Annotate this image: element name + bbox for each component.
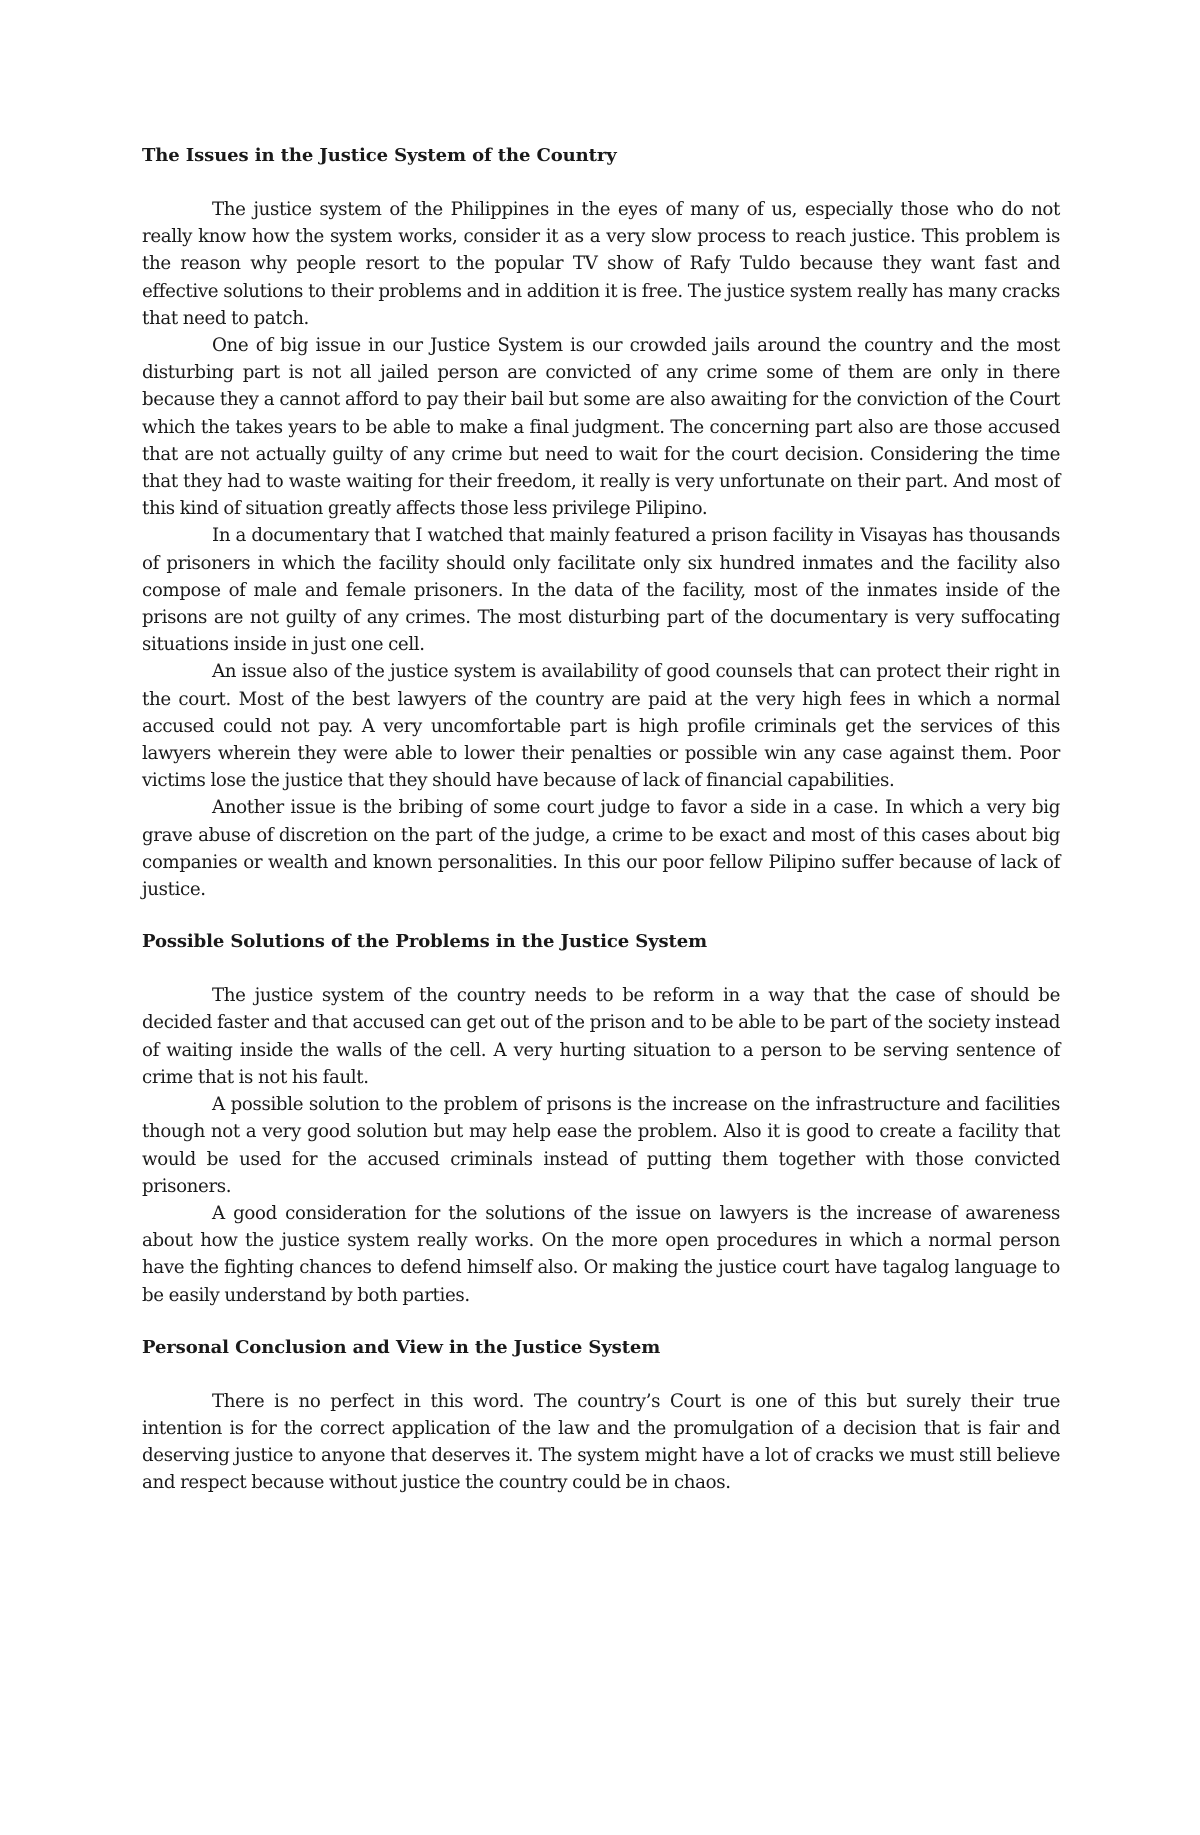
paragraph: In a documentary that I watched that mainly featured a prison facility in Visayas has thousands of prisoners in which the facility should only facilitate only six hundred inmates and the facility also compose of male and female prisoners. In the data of the facility, most of the inmates inside of the prisons are not guilty of any crimes. The most disturbing part of the documentary is very suffocating situations inside in just one cell. (142, 525, 1060, 656)
section-issues (142, 143, 1060, 903)
document-body (142, 143, 1060, 1523)
section-heading: Possible Solutions of the Problems in the Justice System (142, 931, 708, 953)
paragraph: A good consideration for the solutions of the issue on lawyers is the increase of awareness about how the justice system really works. On the more open procedures in which a normal person have the fighting chances to defend himself also. Or making the justice court have tagalog language to be easily understand by both parties. (142, 1202, 1060, 1306)
paragraph: The justice system of the Philippines in the eyes of many of us, especially those who do not really know how the system works, consider it as a very slow process to reach justice. This problem is the reason why people resort to the popular TV show of Rafy Tuldo because they want fast and effective solutions to their problems and in addition it is free. The justice system really has many cracks that need to patch. (142, 199, 1060, 329)
paragraph: The justice system of the country needs to be reform in a way that the case of should be decided faster and that accused can get out of the prison and to be able to be part of the society instead of waiting inside the walls of the cell. A very hurting situation to a person to be serving sentence of crime that is not his fault. (142, 985, 1060, 1088)
section-heading: The Issues in the Justice System of the Country (142, 145, 617, 166)
section-conclusion (142, 1335, 1060, 1497)
paragraph: A possible solution to the problem of prisons is the increase on the infrastructure and facilities though not a very good solution but may help ease the problem. Also it is good to create a facility that would be used for the accused criminals instead of putting them together with those convicted prisoners. (142, 1094, 1060, 1197)
paragraph: One of big issue in our Justice System is our crowded jails around the country and the most disturbing part is not all jailed person are convicted of any crime some of them are only in there because they a cannot afford to pay their bail but some are also awaiting for the conviction of the Court which the takes years to be able to make a final judgment. The concerning part also are those accused that are not actually guilty of any crime but need to wait for the court decision. Considering the time that they had to waste waiting for their freedom, it really is very unfortunate on their part. And most of this kind of situation greatly affects those less privilege Pilipino. (142, 335, 1060, 520)
section-heading: Personal Conclusion and View in the Justice System (142, 1336, 661, 1358)
section-solutions (142, 929, 1060, 1308)
paragraph: Another issue is the bribing of some court judge to favor a side in a case. In which a very big grave abuse of discretion on the part of the judge, a crime to be exact and most of this cases about big companies or wealth and known personalities. In this our poor fellow Pilipino suffer because of lack of justice. (142, 797, 1060, 901)
paragraph: There is no perfect in this word. The country’s Court is one of this but surely their true intention is for the correct application of the law and the promulgation of a decision that is fair and deserving justice to anyone that deserves it. The system might have a lot of cracks we must still believe and respect because without justice the country could be in chaos. (142, 1390, 1060, 1494)
paragraph: An issue also of the justice system is availability of good counsels that can protect their right in the court. Most of the best lawyers of the country are paid at the very high fees in which a normal accused could not pay. A very uncomfortable part is high profile criminals get the services of this lawyers wherein they were able to lower their penalties or possible win any case against them. Poor victims lose the justice that they should have because of lack of financial capabilities. (142, 661, 1060, 792)
